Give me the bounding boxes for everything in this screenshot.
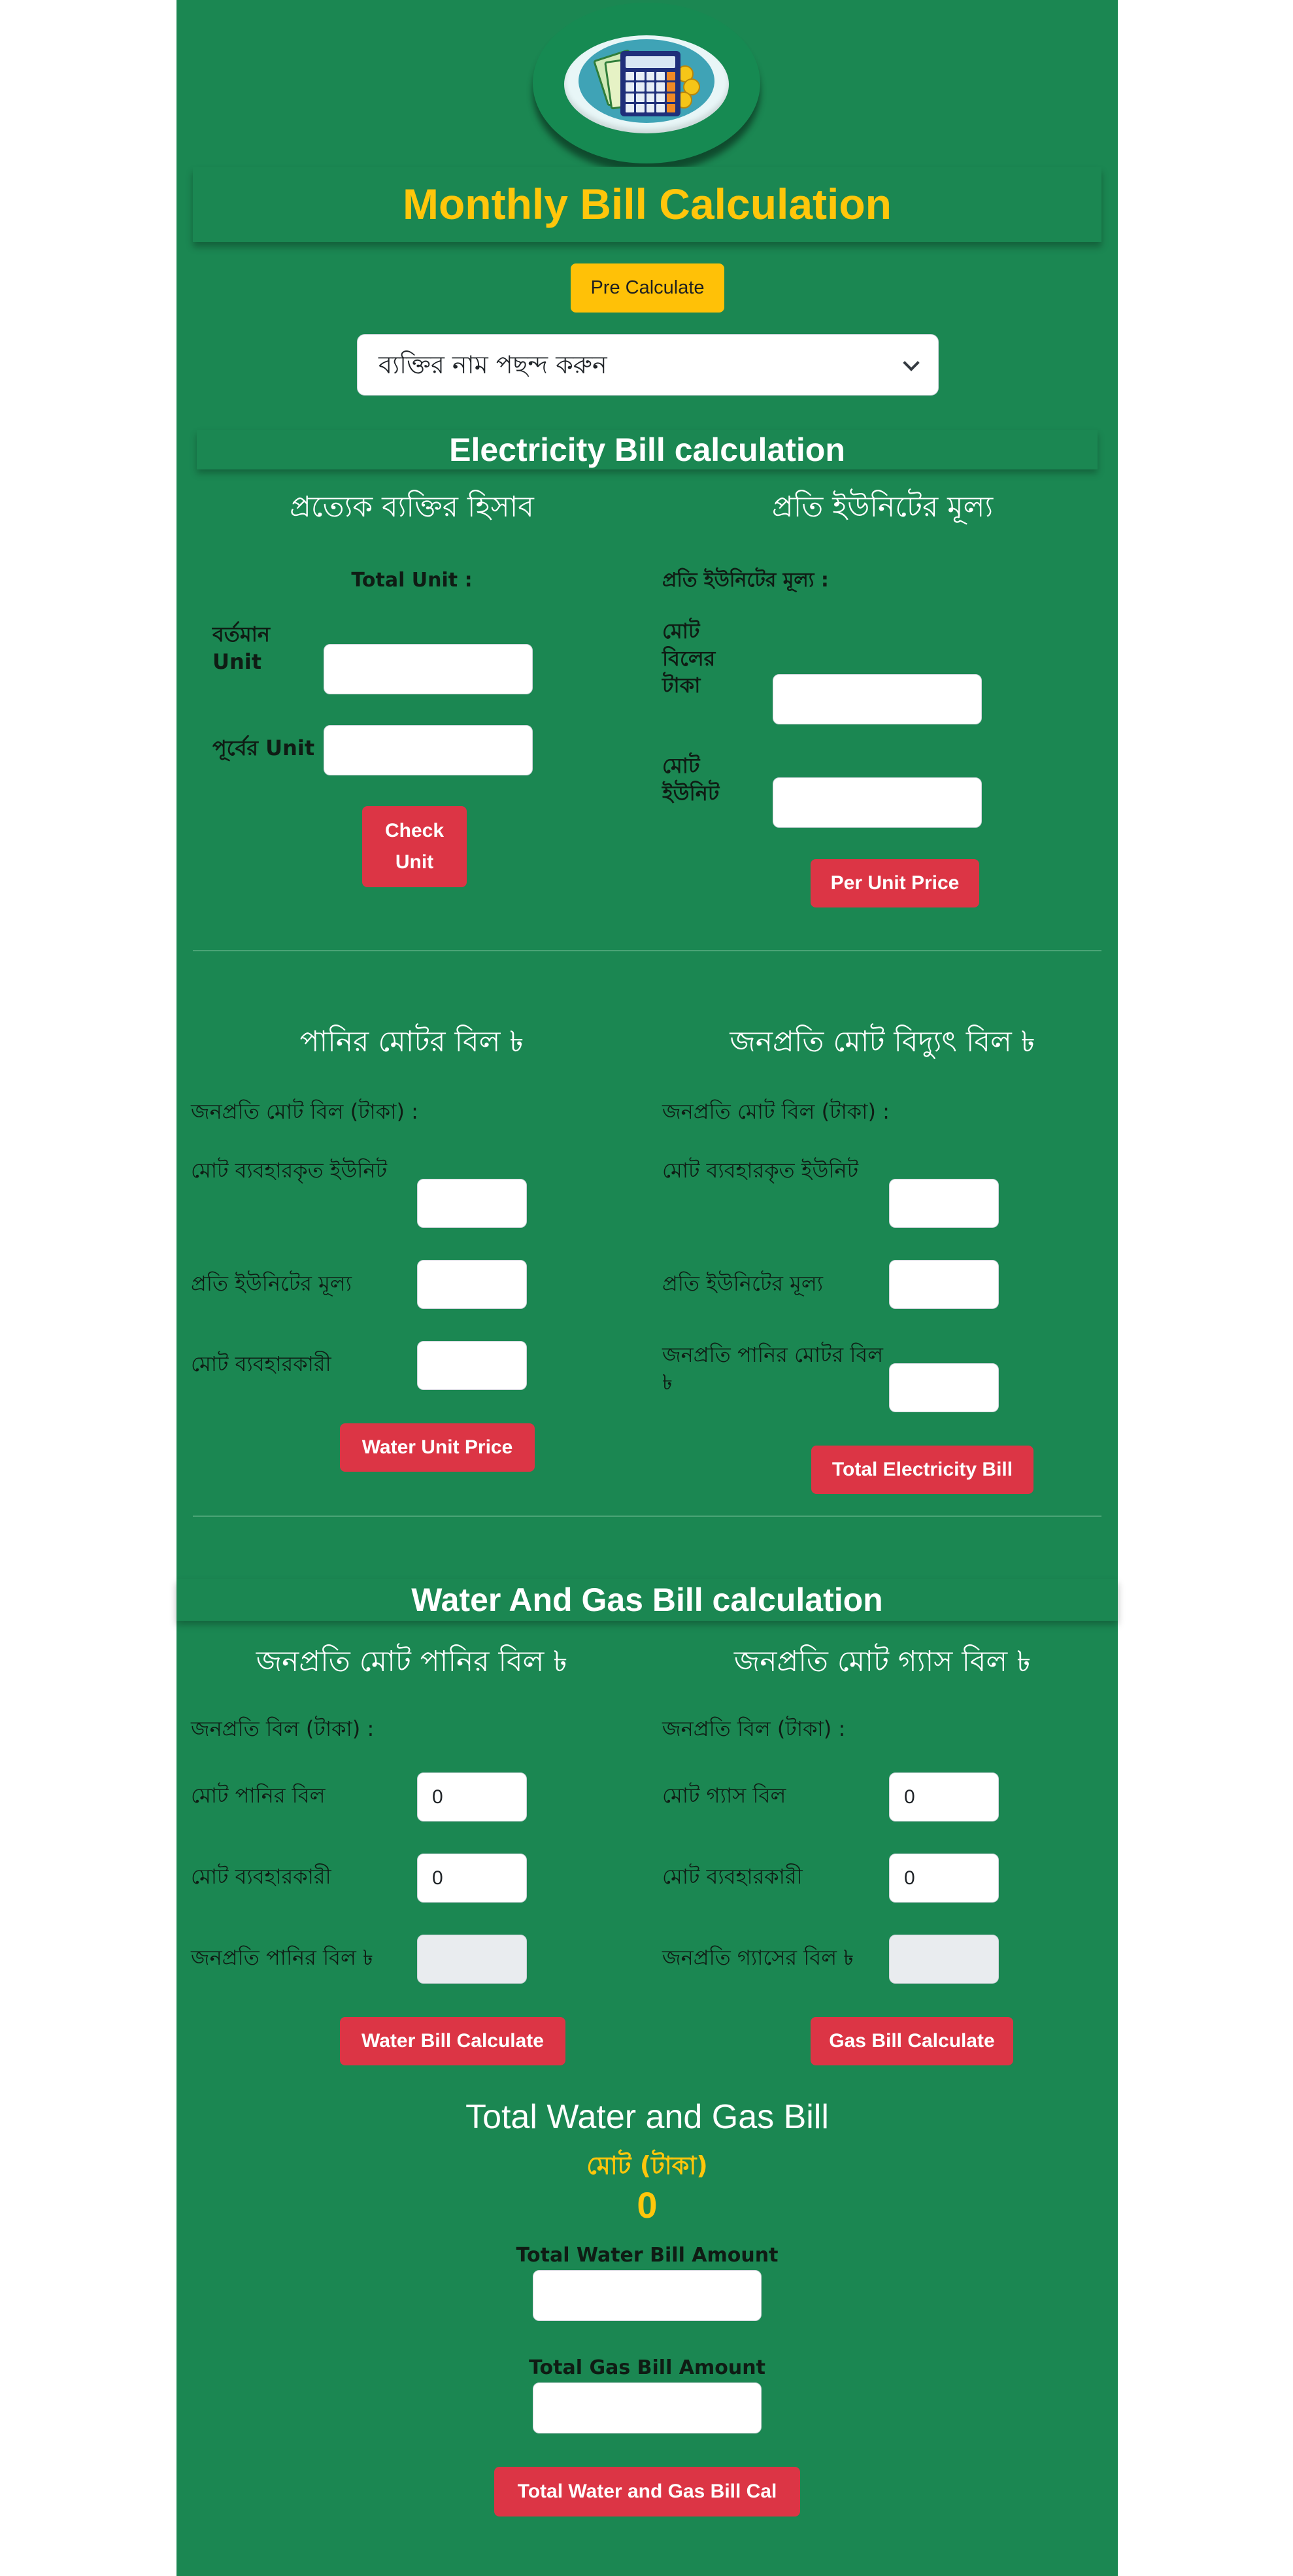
electricity-unit-price-input[interactable] [889,1260,999,1309]
water-users-input[interactable] [417,1341,527,1390]
per-unit-result-label: প্রতি ইউনিটের মূল্য : [662,569,829,592]
water-used-unit-label: মোট ব্যবহারকৃত ইউনিট [191,1158,388,1183]
electricity-used-unit-input[interactable] [889,1179,999,1228]
title-bar [193,167,1101,242]
water-result-label: জনপ্রতি বিল (টাকা) : [191,1716,375,1741]
app-container [176,0,1118,2576]
electricity-section-header: Electricity Bill calculation [197,430,1098,469]
total-water-amount-input[interactable] [533,2270,762,2321]
water-per-person-label: জনপ্রতি পানির বিল ৳ [191,1945,373,1970]
gas-total-label: মোট গ্যাস বিল [662,1783,786,1808]
water-motor-heading: পানির মোটর বিল ৳ [299,1025,524,1059]
gas-result-label: জনপ্রতি বিল (টাকা) : [662,1716,846,1741]
water-bill-heading: জনপ্রতি মোট পানির বিল ৳ [256,1645,568,1678]
gas-total-input[interactable] [889,1772,999,1822]
total-bill-label: মোট বিলের টাকা [662,619,716,698]
chevron-down-icon [903,354,919,371]
total-bill-input[interactable] [773,674,982,724]
water-unit-price-label: প্রতি ইউনিটের মূল্য [191,1271,352,1296]
total-amount: 0 [637,2184,658,2226]
app-logo [533,3,760,163]
pre-calculate-button[interactable]: Pre Calculate [571,263,724,313]
logo-plate [564,35,729,133]
divider [193,950,1101,951]
water-unit-price-input[interactable] [417,1260,527,1309]
previous-unit-input[interactable] [324,725,533,775]
water-unit-price-button[interactable]: Water Unit Price [340,1423,535,1472]
current-unit-label: বর্তমান Unit [212,622,270,674]
total-gas-amount-input[interactable] [533,2382,762,2433]
gas-per-person-label: জনপ্রতি গ্যাসের বিল ৳ [662,1945,854,1970]
calculator-money-icon [579,39,714,123]
gas-users-count-label: মোট ব্যবহারকারী [662,1864,803,1889]
total-electricity-bill-button[interactable]: Total Electricity Bill [811,1446,1033,1494]
electricity-total-result-label: জনপ্রতি মোট বিল (টাকা) : [662,1099,890,1124]
total-gas-amount-label: Total Gas Bill Amount [529,2356,765,2379]
divider [193,1516,1101,1517]
total-unit-input[interactable] [773,777,982,828]
person-select-value: ব্যক্তির নাম পছন্দ করুন [378,350,607,379]
total-water-gas-bill-button[interactable]: Total Water and Gas Bill Cal [494,2467,800,2517]
water-motor-bill-input[interactable] [889,1363,999,1412]
total-unit-label-2: মোট ইউনিট [662,753,720,805]
water-total-input[interactable] [417,1772,527,1822]
total-sub-label: মোট (টাকা) [586,2151,708,2180]
previous-unit-label: পূর্বের Unit [212,736,315,760]
water-bill-calculate-button[interactable]: Water Bill Calculate [340,2017,565,2065]
per-person-heading: প্রত্যেক ব্যক্তির হিসাব [290,490,534,524]
water-users-label: মোট ব্যবহারকারী [191,1351,331,1376]
total-water-gas-heading: Total Water and Gas Bill [465,2098,829,2136]
electricity-total-heading: জনপ্রতি মোট বিদ্যুৎ বিল ৳ [730,1025,1035,1059]
water-users-count-label: মোট ব্যবহারকারী [191,1864,331,1889]
water-motor-bill-label: জনপ্রতি পানির মোটর বিল ৳ [662,1342,884,1395]
water-gas-section-header: Water And Gas Bill calculation [176,1579,1118,1621]
gas-users-count-input[interactable] [889,1854,999,1903]
total-unit-label: Total Unit : [351,569,473,592]
electricity-used-unit-label: মোট ব্যবহারকৃত ইউনিট [662,1158,859,1183]
current-unit-input[interactable] [324,644,533,694]
per-unit-heading: প্রতি ইউনিটের মূল্য [771,490,994,524]
person-select[interactable] [357,334,939,396]
water-users-count-input[interactable] [417,1854,527,1903]
check-unit-button[interactable]: Check Unit [362,806,467,887]
per-unit-price-button[interactable]: Per Unit Price [811,859,979,907]
electricity-unit-price-label: প্রতি ইউনিটের মূল্য [662,1271,824,1296]
water-used-unit-input[interactable] [417,1179,527,1228]
water-per-person-output [417,1935,527,1984]
calculator-icon [620,51,680,116]
page-title: Monthly Bill Calculation [402,180,892,228]
gas-per-person-output [889,1935,999,1984]
total-water-amount-label: Total Water Bill Amount [516,2244,779,2267]
water-total-label: মোট পানির বিল [191,1783,326,1808]
gas-bill-heading: জনপ্রতি মোট গ্যাস বিল ৳ [733,1645,1032,1678]
water-motor-result-label: জনপ্রতি মোট বিল (টাকা) : [191,1099,418,1124]
gas-bill-calculate-button[interactable]: Gas Bill Calculate [811,2017,1013,2065]
